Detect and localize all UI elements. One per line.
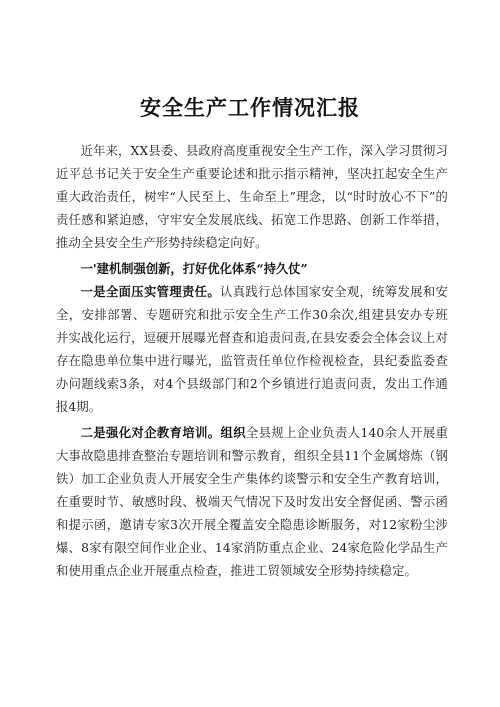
item-body-1: 认真践行总体国家安全观，统筹发展和安全，安排部署、专题研究和批示安全生产工作30余次,组建县安办专班并实战化运行，逗硬开展曝光督查和追责问责,在县安委会全体会议上对存在隐患单位集中进行曝光，监管责任单位作检视检查，县纪委监委查办问题线索3条，对4个县级部门和2个乡镇进行追责问责，发出工作通报4期。 (56, 285, 448, 414)
document-title: 安全生产工作情况汇报 (140, 96, 360, 120)
item-lead-2: 二是强化对企教育培训。组织 (80, 425, 246, 440)
item-lead-1: 一是全面压实管理责任。 (80, 284, 221, 299)
item-body-2: 全县规上企业负责人140余人开展重大事故隐患排查整治专题培训和警示教育，组织全县11个金属熔炼（钢铁）加工企业负责人开展安全生产集体约谈警示和安全生产教育培训，在重要时节、敏感时段、极端天气情况下及时发出安全督促函、警示函和提示函，邀请专家3次开展全覆盖安全隐患诊断服务，对12家粉尘涉爆、8家有限空间作业企业、14家消防重点企业、24家危险化学品生产和使用重点企业开展重点检查，推进工贸领域安全形势持续稳定。 (56, 426, 449, 578)
item-paragraph-2 (56, 421, 448, 583)
document-body (56, 140, 448, 585)
item-paragraph-1 (56, 280, 448, 419)
section-heading: 一'建机制强创新，打好优化体系“持久仗” (80, 261, 308, 276)
intro-paragraph: 近年来，XX县委、县政府高度重视安全生产工作，深入学习贯彻习近平总书记关于安全生产重要论述和批示指示精神，坚决扛起安全生产重大政治责任，树牢“人民至上、生命至上”理念，以“时时放心不下”的责任感和紧迫感，守牢安全发展底线、拓宽工作思路、创新工作举措，推动全县安全生产形势持续稳定向好。 (56, 144, 448, 250)
